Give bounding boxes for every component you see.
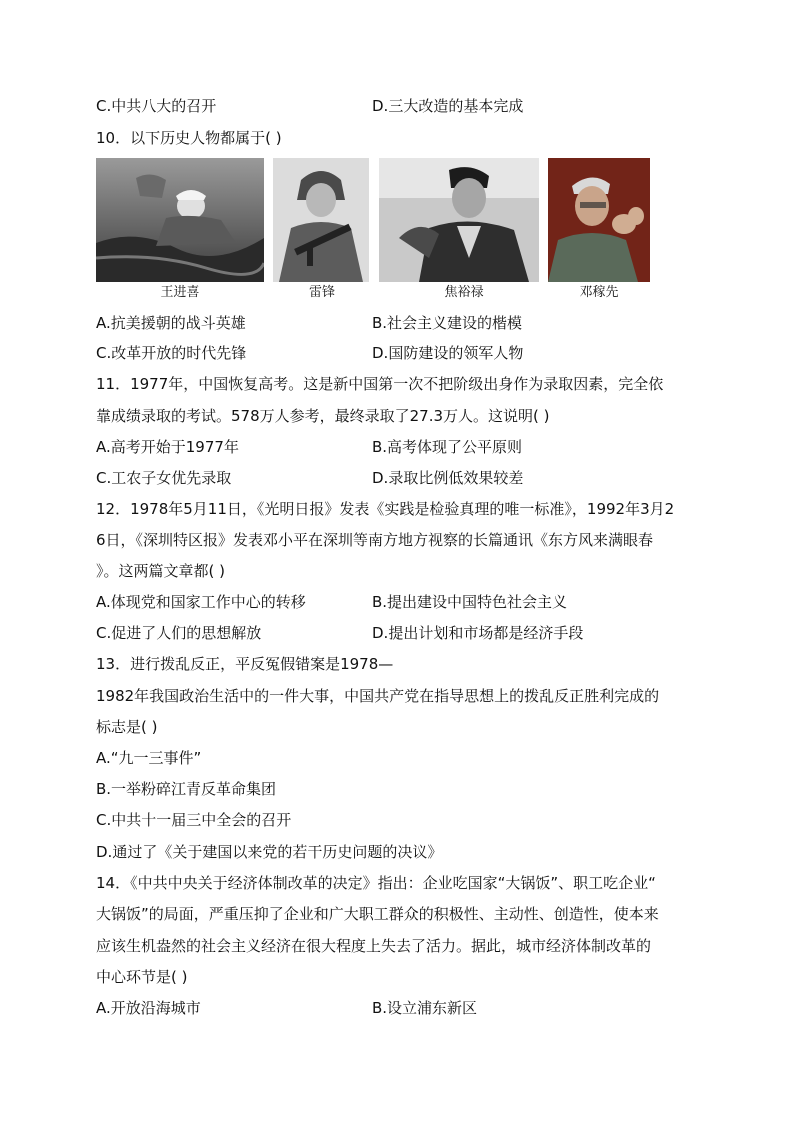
q13-option-b: B.一举粉碎江青反革命集团	[96, 780, 277, 798]
q13-option-c: C.中共十一届三中全会的召开	[96, 811, 292, 829]
q14-option-b: B.设立浦东新区	[372, 999, 478, 1017]
q9-option-d: D.三大改造的基本完成	[372, 97, 524, 115]
q14-stem-line-3: 应该生机盎然的社会主义经济在很大程度上失去了活力。据此，城市经济体制改革的	[96, 937, 652, 955]
q14-stem-line-2: 大锅饭”的局面，严重压抑了企业和广大职工群众的积极性、主动性、创造性，使本来	[96, 905, 659, 923]
q10-option-a: A.抗美援朝的战斗英雄	[96, 314, 246, 332]
q10-option-c: C.改革开放的时代先锋	[96, 344, 247, 362]
q11-option-c: C.工农子女优先录取	[96, 469, 232, 487]
photo-cadre-smiling	[379, 158, 539, 282]
q13-stem-line-3: 标志是( )	[96, 718, 158, 736]
photo-caption: 邓稼先	[579, 285, 619, 300]
q13-stem-line-2: 1982年我国政治生活中的一件大事，中国共产党在指导思想上的拨乱反正胜利完成的	[96, 687, 660, 705]
photo-caption: 雷锋	[308, 285, 335, 300]
q11-stem-line-2: 靠成绩录取的考试。578万人参考，最终录取了27.3万人。这说明( )	[96, 407, 550, 425]
q13-option-a: A.“九一三事件”	[96, 749, 202, 767]
q12-option-c: C.促进了人们的思想解放	[96, 624, 262, 642]
photo-caption: 王进喜	[160, 285, 200, 300]
q10-option-b: B.社会主义建设的楷模	[372, 314, 523, 332]
q14-option-a: A.开放沿海城市	[96, 999, 201, 1017]
q12-stem-line-1: 12．1978年5月11日，《光明日报》发表《实践是检验真理的唯一标准》，1992年3月2	[96, 500, 675, 518]
photo-scientist-gesturing	[548, 158, 650, 282]
photo-soldier-with-gun	[273, 158, 369, 282]
q12-stem-line-3: 》。这两篇文章都( )	[96, 562, 225, 580]
q10-option-d: D.国防建设的领军人物	[372, 344, 524, 362]
q11-stem-line-1: 11．1977年，中国恢复高考。这是新中国第一次不把阶级出身作为录取因素，完全依	[96, 375, 664, 393]
q9-option-c: C.中共八大的召开	[96, 97, 217, 115]
q12-option-a: A.体现党和国家工作中心的转移	[96, 593, 306, 611]
q12-stem-line-2: 6日，《深圳特区报》发表邓小平在深圳等南方地方视察的长篇通讯《东方风来满眼春	[96, 531, 654, 549]
q14-stem-line-1: 14．《中共中央关于经济体制改革的决定》指出：企业吃国家“大锅饭”、职工吃企业“	[96, 874, 656, 892]
photo-worker-crawling	[96, 158, 264, 282]
q11-option-d: D.录取比例低效果较差	[372, 469, 524, 487]
q11-option-b: B.高考体现了公平原则	[372, 438, 523, 456]
q10-stem: 10．以下历史人物都属于( )	[96, 129, 282, 147]
q13-option-d: D.通过了《关于建国以来党的若干历史问题的决议》	[96, 843, 443, 861]
q13-stem-line-1: 13．进行拨乱反正，平反冤假错案是1978—	[96, 655, 394, 673]
q12-option-b: B.提出建设中国特色社会主义	[372, 593, 568, 611]
q14-stem-line-4: 中心环节是( )	[96, 968, 188, 986]
q11-option-a: A.高考开始于1977年	[96, 438, 239, 456]
q12-option-d: D.提出计划和市场都是经济手段	[372, 624, 584, 642]
photo-caption: 焦裕禄	[444, 285, 484, 300]
